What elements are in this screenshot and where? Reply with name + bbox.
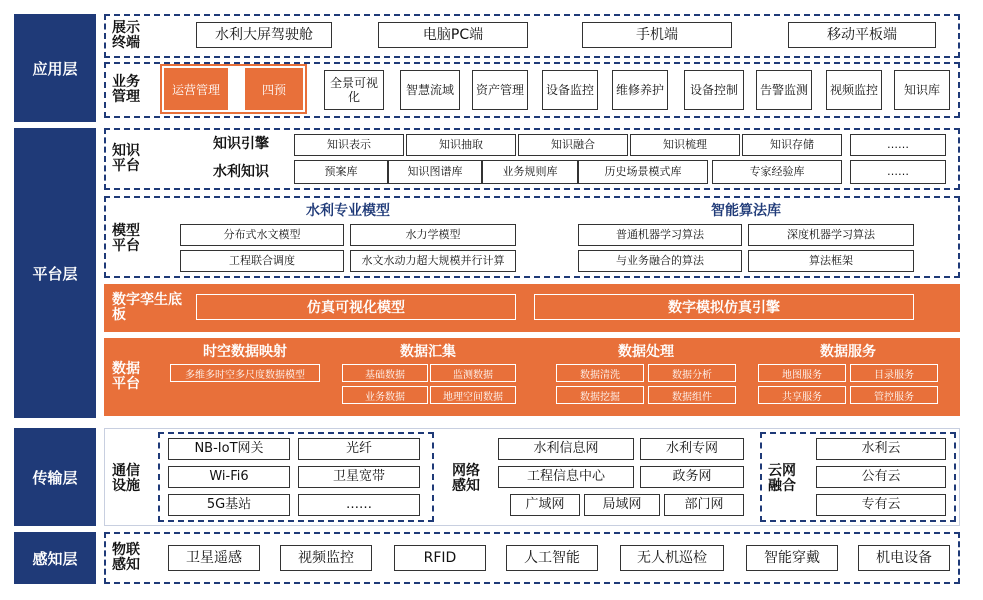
algo-item: 深度机器学习算法	[748, 224, 914, 246]
water-model-title: 水利专业模型	[306, 203, 390, 219]
data-group-item: 数据组件	[648, 386, 736, 404]
layer-platform: 平台层	[14, 128, 96, 418]
data-group-item: 管控服务	[850, 386, 938, 404]
algo-item: 普通机器学习算法	[578, 224, 742, 246]
perception-item: 智能穿戴	[746, 545, 838, 571]
business-item: 告警监测	[756, 70, 812, 110]
business-item: 全景可视化	[324, 70, 384, 110]
business-label: 业务管理	[112, 73, 140, 105]
water-knowledge-item: 历史场景模式库	[578, 160, 708, 184]
cloud-item: 专有云	[816, 494, 946, 516]
data-group-item: 目录服务	[850, 364, 938, 382]
comm-item: 卫星宽带	[298, 466, 420, 488]
water-model-item: 分布式水文模型	[180, 224, 344, 246]
water-knowledge-label: 水利知识	[213, 164, 269, 181]
comm-item: 光纤	[298, 438, 420, 460]
cloud-item: 水利云	[816, 438, 946, 460]
water-model-item: 工程联合调度	[180, 250, 344, 272]
twin-simulation-model: 仿真可视化模型	[196, 294, 516, 320]
display-item: 手机端	[582, 22, 732, 48]
layer-transport: 传输层	[14, 428, 96, 526]
network-item: 广域网	[510, 494, 580, 516]
knowledge-engine-item: 知识梳理	[630, 134, 740, 156]
network-item: 局域网	[584, 494, 660, 516]
data-group-item: 多维多时空多尺度数据模型	[170, 364, 320, 382]
business-item: 设备监控	[542, 70, 598, 110]
perception-item: 视频监控	[280, 545, 372, 571]
algo-library-title: 智能算法库	[711, 203, 781, 219]
algo-item: 算法框架	[748, 250, 914, 272]
comm-item: ……	[298, 494, 420, 516]
network-item: 水利信息网	[498, 438, 634, 460]
model-label: 模型平台	[112, 222, 140, 254]
twin-simulation-engine: 数字模拟仿真引擎	[534, 294, 914, 320]
display-item: 电脑PC端	[378, 22, 528, 48]
network-item: 政务网	[640, 466, 744, 488]
knowledge-label: 知识平台	[112, 142, 140, 174]
business-item: 资产管理	[472, 70, 528, 110]
knowledge-engine-item: ……	[850, 134, 946, 156]
network-item: 部门网	[664, 494, 744, 516]
cloud-fusion-label: 云网融合	[768, 462, 796, 494]
water-knowledge-item: 业务规则库	[482, 160, 578, 184]
layer-perception: 感知层	[14, 532, 96, 584]
business-item: 设备控制	[684, 70, 744, 110]
data-group-item: 地理空间数据	[430, 386, 516, 404]
data-group-item: 地图服务	[758, 364, 846, 382]
business-item: 视频监控	[826, 70, 882, 110]
data-group-item: 业务数据	[342, 386, 428, 404]
water-model-item: 水文水动力超大规模并行计算	[350, 250, 516, 272]
business-operations: 运营管理	[164, 68, 228, 110]
business-item: 智慧流域	[400, 70, 460, 110]
perception-item: 人工智能	[506, 545, 598, 571]
digital-twin-label: 数字孪生底板	[112, 291, 182, 323]
knowledge-engine-label: 知识引擎	[213, 136, 269, 153]
data-group-item: 共享服务	[758, 386, 846, 404]
business-item: 知识库	[894, 70, 950, 110]
water-knowledge-item: 知识图谱库	[388, 160, 482, 184]
knowledge-engine-item: 知识存储	[742, 134, 842, 156]
iot-perception-label: 物联感知	[112, 541, 140, 573]
perception-item: 卫星遥感	[168, 545, 260, 571]
data-platform-label: 数据平台	[112, 360, 140, 392]
network-item: 工程信息中心	[498, 466, 634, 488]
perception-item: 无人机巡检	[620, 545, 724, 571]
comm-facility-label: 通信设施	[112, 462, 140, 494]
data-group-title: 数据汇集	[400, 344, 456, 360]
comm-item: 5G基站	[168, 494, 290, 516]
layer-application: 应用层	[14, 14, 96, 122]
comm-item: NB-IoT网关	[168, 438, 290, 460]
water-model-item: 水力学模型	[350, 224, 516, 246]
display-item: 水利大屏驾驶舱	[196, 22, 332, 48]
data-group-item: 数据清洗	[556, 364, 644, 382]
data-group-item: 数据挖掘	[556, 386, 644, 404]
cloud-item: 公有云	[816, 466, 946, 488]
data-group-item: 基础数据	[342, 364, 428, 382]
knowledge-engine-item: 知识融合	[518, 134, 628, 156]
perception-item: 机电设备	[858, 545, 950, 571]
water-knowledge-item: 专家经验库	[712, 160, 842, 184]
perception-item: RFID	[394, 545, 486, 571]
knowledge-engine-item: 知识抽取	[406, 134, 516, 156]
water-knowledge-item: 预案库	[294, 160, 388, 184]
data-group-title: 数据服务	[820, 344, 876, 360]
business-four-pre: 四预	[245, 68, 303, 110]
comm-item: Wi-Fi6	[168, 466, 290, 488]
data-group-item: 监测数据	[430, 364, 516, 382]
knowledge-engine-item: 知识表示	[294, 134, 404, 156]
display-item: 移动平板端	[788, 22, 936, 48]
data-group-title: 数据处理	[618, 344, 674, 360]
network-item: 水利专网	[640, 438, 744, 460]
water-knowledge-item: ……	[850, 160, 946, 184]
network-perception-label: 网络感知	[452, 462, 480, 494]
algo-item: 与业务融合的算法	[578, 250, 742, 272]
data-group-item: 数据分析	[648, 364, 736, 382]
business-item: 维修养护	[612, 70, 668, 110]
data-group-title: 时空数据映射	[203, 344, 287, 360]
display-terminal-label: 展示终端	[112, 19, 140, 51]
